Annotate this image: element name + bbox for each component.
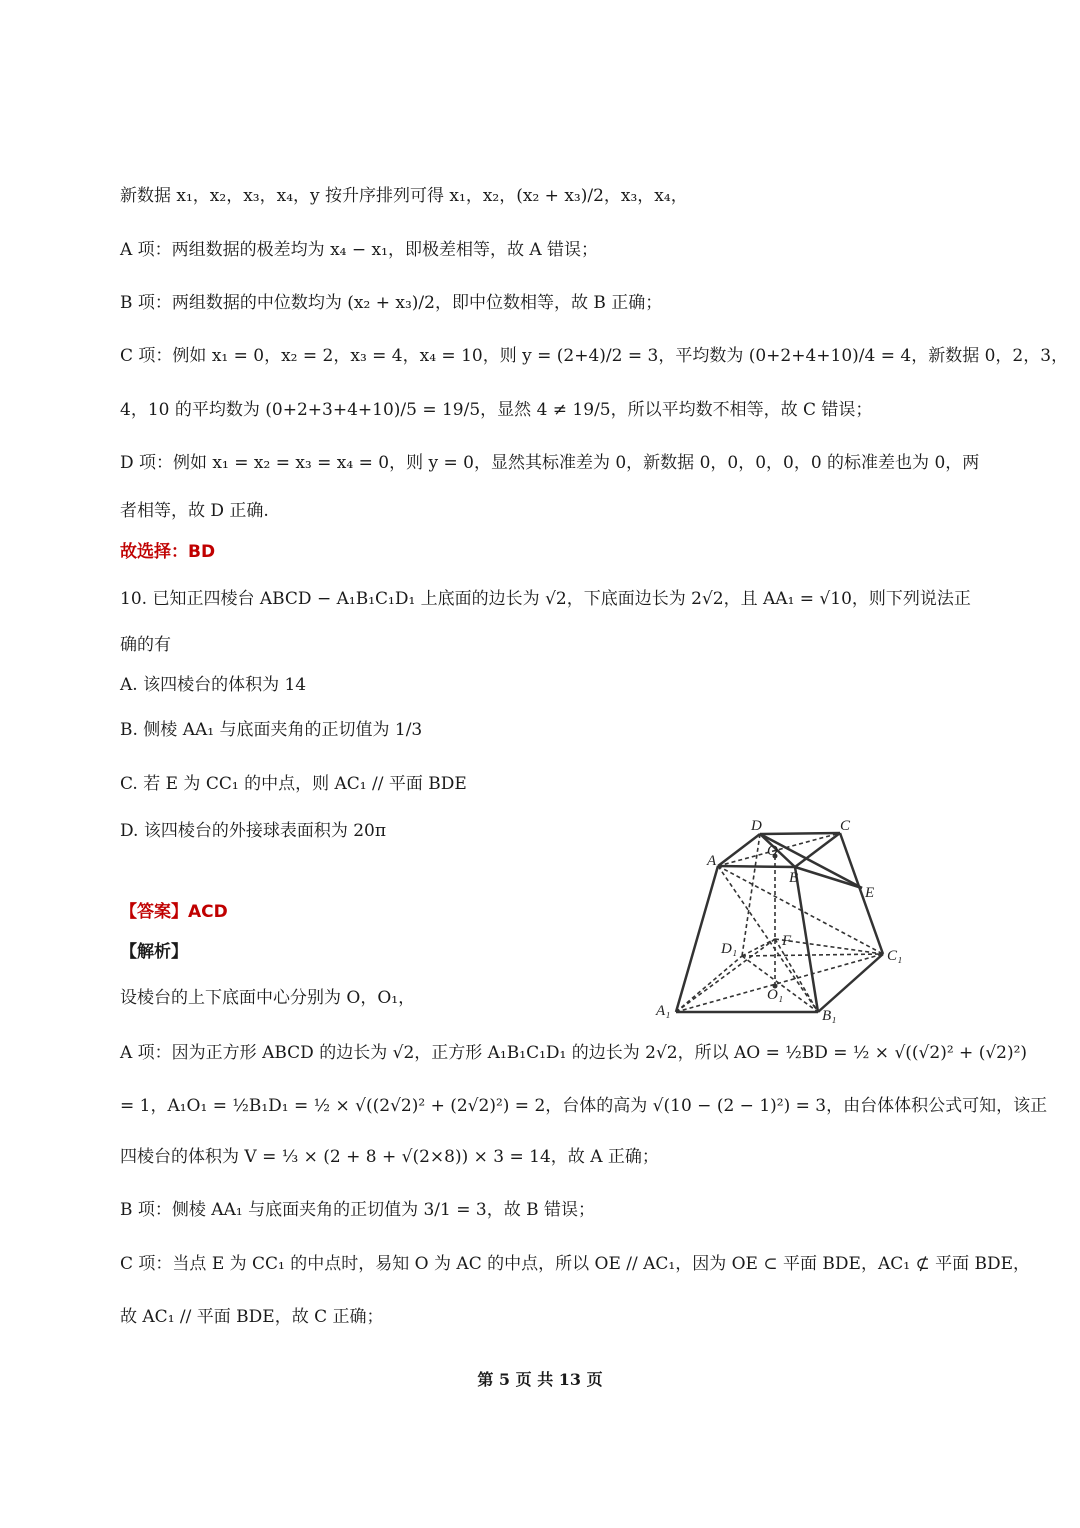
label-b1: B₁ bbox=[822, 1008, 837, 1024]
option-d: D. 该四棱台的外接球表面积为 20π bbox=[120, 821, 387, 841]
question-10-line-1: 10. 已知正四棱台 ABCD − A₁B₁C₁D₁ 上底面的边长为 √2，下底面边长为 2√2，且 AA₁ = √10，则下列说法正 bbox=[120, 589, 971, 609]
text-line-1: 新数据 x₁，x₂，x₃，x₄，y 按升序排列可得 x₁，x₂，(x₂ + x₃)/2，x₃，x₄， bbox=[120, 186, 688, 206]
label-f: F bbox=[782, 933, 792, 949]
text-line-7: 者相等，故 D 正确. bbox=[120, 501, 269, 521]
edge-ab bbox=[718, 866, 795, 867]
page-footer: 第 5 页 共 13 页 bbox=[477, 1370, 603, 1389]
edge-dd1 bbox=[742, 834, 760, 956]
edge-aa1 bbox=[676, 866, 718, 1012]
analysis-line-6: C 项：当点 E 为 CC₁ 的中点时，易知 O 为 AC 的中点，所以 OE // AC₁，因为 OE ⊂ 平面 BDE，AC₁ ⊄ 平面 BDE， bbox=[120, 1254, 1031, 1274]
text-line-2: A 项：两组数据的极差均为 x₄ − x₁，即极差相等，故 A 错误； bbox=[120, 240, 599, 260]
edge-dc bbox=[760, 833, 840, 834]
edge-b1c1 bbox=[818, 954, 883, 1012]
analysis-line-4: 四棱台的体积为 V = ⅓ × (2 + 8 + √(2×8)) × 3 = 14，故 A 正确； bbox=[120, 1147, 659, 1167]
analysis-line-3: = 1，A₁O₁ = ½B₁D₁ = ½ × √((2√2)² + (2√2)²) = 2，台体的高为 √(10 − (2 − 1)²) = 3，由台体体积公式可知，该正 bbox=[120, 1096, 1048, 1116]
text-line-3: B 项：两组数据的中位数均为 (x₂ + x₃)/2，即中位数相等，故 B 正确； bbox=[120, 293, 663, 313]
label-c1: C₁ bbox=[887, 948, 903, 964]
edge-bc bbox=[795, 833, 840, 867]
analysis-label: 【解析】 bbox=[120, 942, 188, 962]
answer-choice: 故选择：BD bbox=[120, 542, 216, 562]
label-c: C bbox=[840, 818, 851, 834]
segment-ac1 bbox=[718, 866, 883, 954]
label-o1: O₁ bbox=[767, 987, 784, 1003]
segment-d1f bbox=[742, 939, 775, 956]
label-d1: D₁ bbox=[721, 941, 738, 957]
option-a: A. 该四棱台的体积为 14 bbox=[120, 675, 307, 695]
label-o: O bbox=[767, 843, 778, 859]
diagonal-d1b1 bbox=[742, 956, 818, 1012]
text-line-6: D 项：例如 x₁ = x₂ = x₃ = x₄ = 0，则 y = 0，显然其标准差为 0，新数据 0，0，0，0，0 的标准差也为 0，两 bbox=[120, 453, 980, 473]
edge-d1c1 bbox=[742, 954, 883, 956]
analysis-line-2: A 项：因为正方形 ABCD 的边长为 √2，正方形 A₁B₁C₁D₁ 的边长为 2√2，所以 AO = ½BD = ½ × √((√2)² + (√2)²) bbox=[120, 1043, 1028, 1063]
edge-cc1 bbox=[840, 833, 883, 954]
question-10-line-2: 确的有 bbox=[120, 635, 171, 655]
analysis-line-1: 设棱台的上下底面中心分别为 O，O₁， bbox=[120, 988, 416, 1008]
text-line-4: C 项：例如 x₁ = 0，x₂ = 2，x₃ = 4，x₄ = 10，则 y = (2+4)/2 = 3，平均数为 (0+2+4+10)/4 = 4，新数据 0，2，3， bbox=[120, 346, 1069, 366]
diagonal-ac bbox=[718, 833, 840, 866]
label-e: E bbox=[865, 885, 875, 901]
edge-bb1 bbox=[795, 867, 818, 1012]
edge-a1d1 bbox=[676, 956, 742, 1012]
label-d: D bbox=[751, 818, 762, 834]
text-line-5: 4，10 的平均数为 (0+2+3+4+10)/5 = 19/5，显然 4 ≠ 19/5，所以平均数不相等，故 C 错误； bbox=[120, 400, 873, 420]
analysis-line-5: B 项：侧棱 AA₁ 与底面夹角的正切值为 3/1 = 3，故 B 错误； bbox=[120, 1200, 596, 1220]
analysis-line-7: 故 AC₁ // 平面 BDE，故 C 正确； bbox=[120, 1307, 384, 1327]
option-b: B. 侧棱 AA₁ 与底面夹角的正切值为 1/3 bbox=[120, 720, 423, 740]
edge-ad bbox=[718, 834, 760, 866]
answer-label: 【答案】ACD bbox=[120, 902, 228, 922]
segment-fc1 bbox=[775, 939, 883, 954]
label-b: B bbox=[789, 870, 799, 886]
label-a1: A₁ bbox=[656, 1003, 671, 1019]
frustum-figure bbox=[650, 812, 920, 1027]
label-a: A bbox=[707, 853, 717, 869]
option-c: C. 若 E 为 CC₁ 的中点，则 AC₁ // 平面 BDE bbox=[120, 774, 467, 794]
